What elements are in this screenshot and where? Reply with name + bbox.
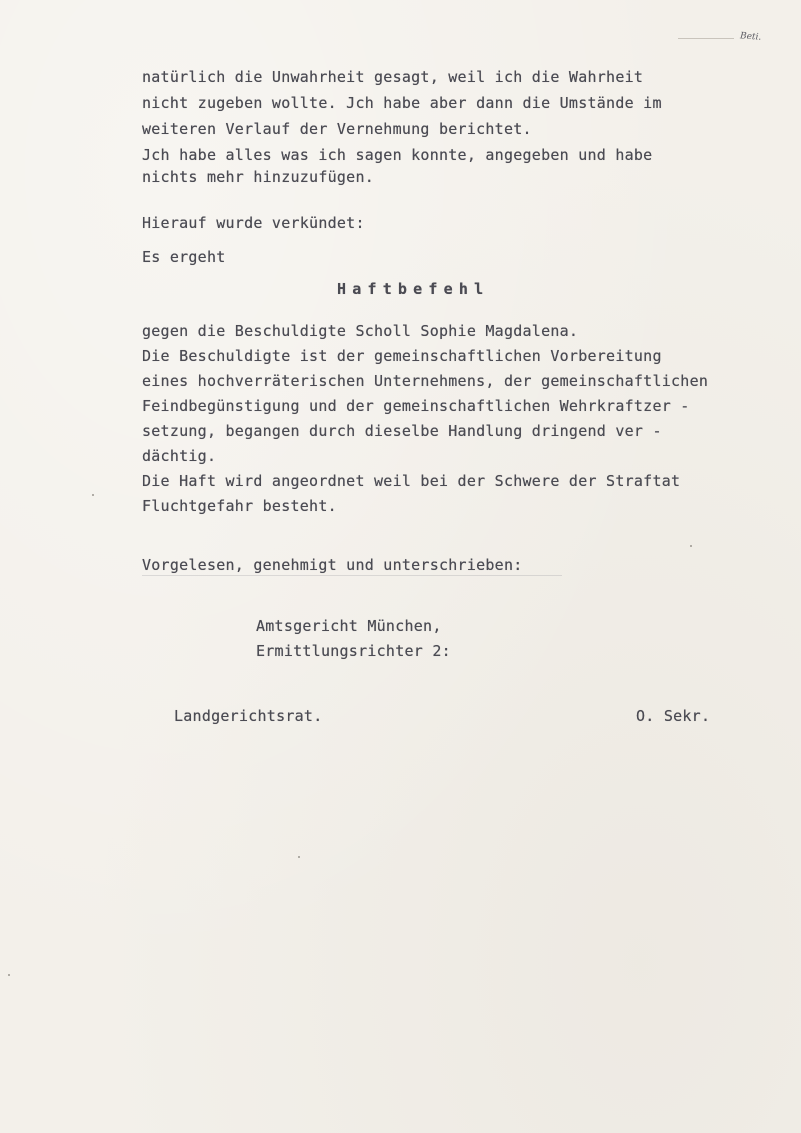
paper-speck	[92, 494, 94, 496]
signature-label-left: Landgerichtsrat.	[174, 707, 323, 725]
body-line-5: setzung, begangen durch dieselbe Handlung dringend ver -	[142, 422, 662, 440]
body-line-4: Feindbegünstigung und der gemeinschaftlichen Wehrkraftzer -	[142, 397, 690, 415]
text-line-5: nichts mehr hinzuzufügen.	[142, 168, 375, 186]
body-line-6: dächtig.	[142, 447, 217, 465]
issued-line: Es ergeht	[142, 248, 226, 266]
body-line-2: Die Beschuldigte ist der gemeinschaftlichen Vorbereitung	[142, 347, 662, 365]
body-line-3: eines hochverräterischen Unternehmens, der gemeinschaftlichen	[142, 372, 709, 390]
court-line-2: Ermittlungsrichter 2:	[256, 642, 451, 660]
announcement-line: Hierauf wurde verkündet:	[142, 214, 365, 232]
paper-speck	[690, 545, 692, 547]
text-line-3: weiteren Verlauf der Vernehmung berichtet.	[142, 120, 532, 138]
court-line-1: Amtsgericht München,	[256, 617, 442, 635]
signature-label-right: O. Sekr.	[636, 707, 711, 725]
paper-speck	[298, 856, 300, 858]
text-line-2: nicht zugeben wollte. Jch habe aber dann die Umstände im	[142, 94, 662, 112]
heading-haftbefehl: Haftbefehl	[337, 280, 490, 298]
paper-speck	[8, 974, 10, 976]
body-line-7: Die Haft wird angeordnet weil bei der Schwere der Straftat	[142, 472, 681, 490]
body-line-1: gegen die Beschuldigte Scholl Sophie Magdalena.	[142, 322, 579, 340]
body-line-8: Fluchtgefahr besteht.	[142, 497, 337, 515]
corner-handwritten-note: Beti.	[739, 31, 762, 43]
text-line-4: Jch habe alles was ich sagen konnte, angegeben und habe	[142, 146, 653, 164]
corner-pencil-stroke	[678, 38, 734, 39]
text-line-1: natürlich die Unwahrheit gesagt, weil ich die Wahrheit	[142, 68, 644, 86]
closing-line: Vorgelesen, genehmigt und unterschrieben:	[142, 556, 523, 574]
closing-faint-line	[142, 575, 562, 576]
